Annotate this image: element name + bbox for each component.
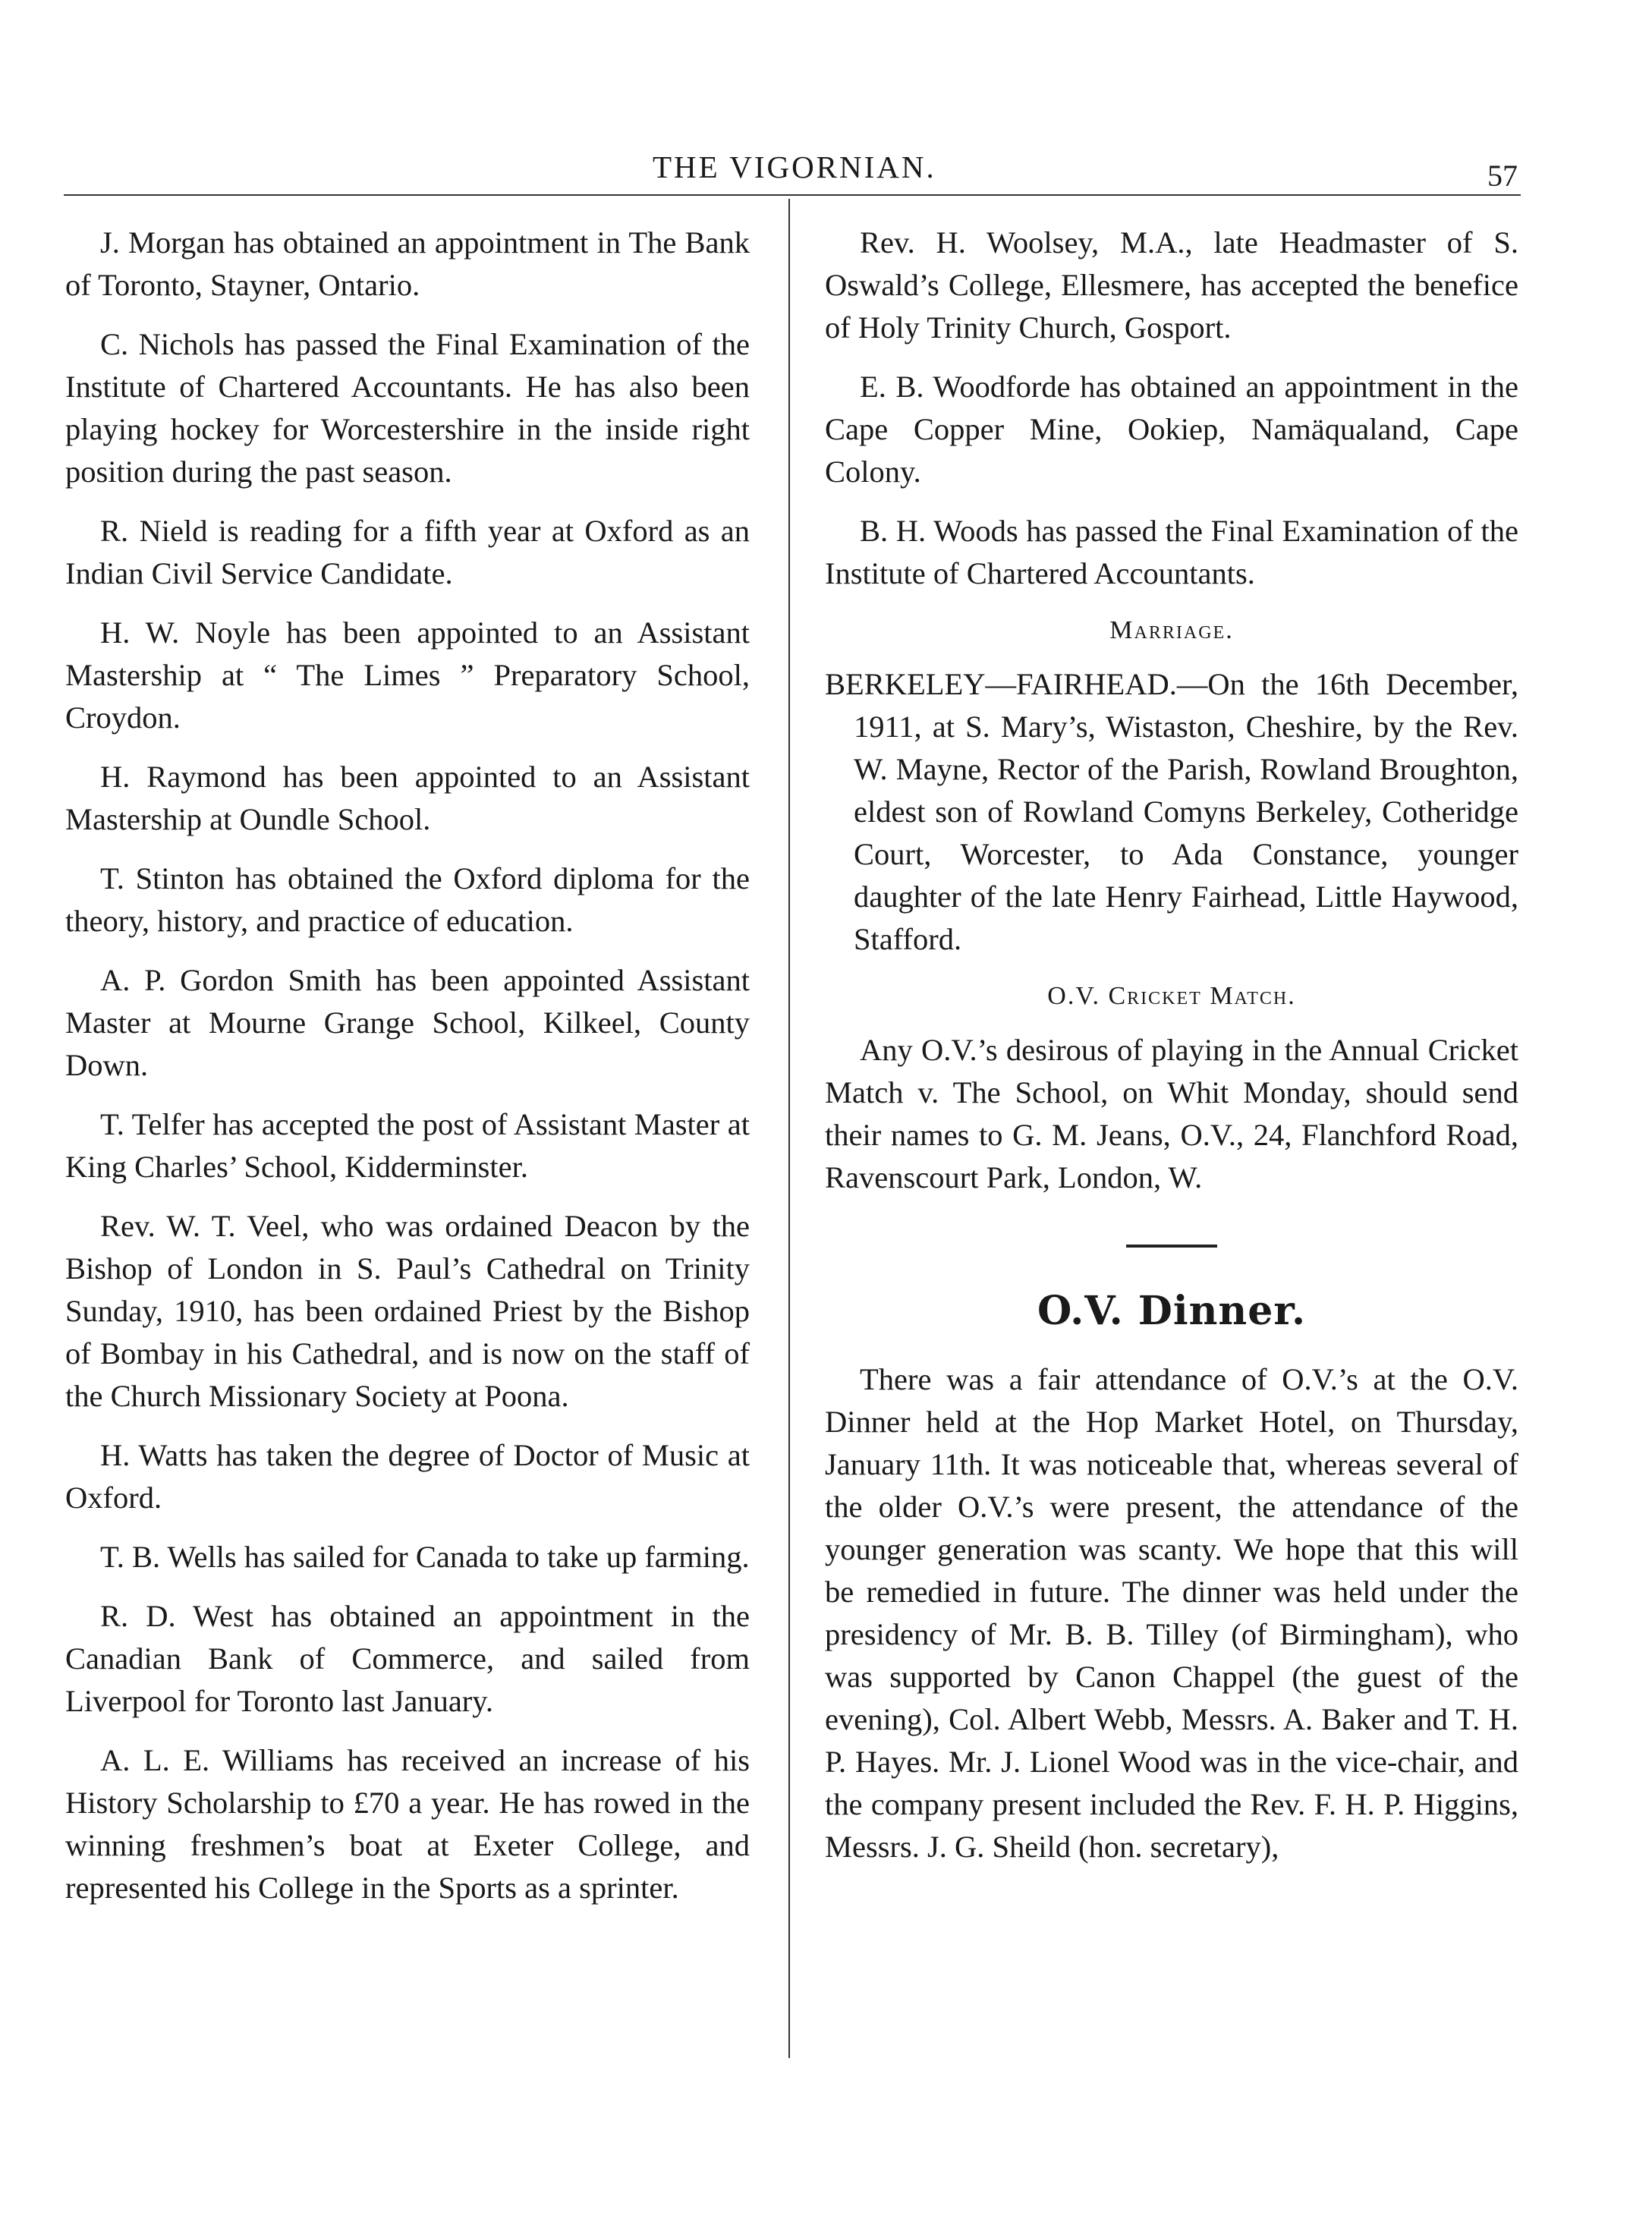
cricket-notice: Any O.V.’s desirous of playing in the Annual Cricket Match v. The School, on Whit Monday, should send their names to G. M. Jeans, O.V., 24, Flanchford Road, Ravenscourt Park, London, W. [825, 1033, 1518, 1194]
section-rule [1126, 1245, 1217, 1248]
dinner-heading: O.V. Dinner. [1037, 1288, 1307, 1334]
left-column [65, 222, 750, 1926]
cricket-heading: O.V. Cricket Match. [1047, 982, 1296, 1010]
news-item-woolsey: Rev. H. Woolsey, M.A., late Headmaster of S. Oswald’s College, Ellesmere, has accepted the benefice of Holy Trinity Church, Gosport. [825, 225, 1518, 345]
right-column [825, 222, 1518, 1885]
column-divider [788, 199, 790, 2058]
running-title: THE VIGORNIAN. [653, 149, 936, 184]
news-item-gordon-smith: A. P. Gordon Smith has been appointed Assistant Master at Mourne Grange School, Kilkeel, County Down. [65, 963, 750, 1082]
page-number: 57 [1487, 159, 1518, 193]
news-item-woodforde: E. B. Woodforde has obtained an appointment in the Cape Copper Mine, Ookiep, Namäqualand, Cape Colony. [825, 370, 1518, 489]
header-rule [64, 194, 1521, 196]
news-item-morgan: J. Morgan has obtained an appointment in The Bank of Toronto, Stayner, Ontario. [65, 225, 750, 302]
news-item-williams: A. L. E. Williams has received an increase of his History Scholarship to £70 a year. He has rowed in the winning freshmen’s boat at Exeter College, and represented his College in the Sports as a sprinter. [65, 1743, 750, 1905]
news-item-telfer: T. Telfer has accepted the post of Assistant Master at King Charles’ School, Kidderminster. [65, 1107, 750, 1184]
news-item-watts: H. Watts has taken the degree of Doctor of Music at Oxford. [65, 1438, 750, 1515]
news-item-raymond: H. Raymond has been appointed to an Assistant Mastership at Oundle School. [65, 760, 750, 836]
news-item-woods: B. H. Woods has passed the Final Examination of the Institute of Chartered Accountants. [825, 514, 1518, 590]
news-item-stinton: T. Stinton has obtained the Oxford diploma for the theory, history, and practice of education. [65, 861, 750, 938]
dinner-report: There was a fair attendance of O.V.’s at the O.V. Dinner held at the Hop Market Hotel, on Thursday, January 11th. It was noticeable that, whereas several of the older O.V.’s were present, the attendance of the younger generation was scanty. We hope that this will be remedied in future. The dinner was held under the presidency of Mr. B. B. Tilley (of Birmingham), who was supported by Canon Chappel (the guest of the evening), Col. Albert Webb, Messrs. A. Baker and T. H. P. Hayes. Mr. J. Lionel Wood was in the vice-chair, and the company present included the Rev. F. H. P. Higgins, Messrs. J. G. Sheild (hon. secretary), [825, 1362, 1518, 1864]
marriage-heading: Marriage. [1109, 616, 1234, 644]
news-item-nield: R. Nield is reading for a fifth year at Oxford as an Indian Civil Service Candidate. [65, 514, 750, 590]
news-item-nichols: C. Nichols has passed the Final Examination of the Institute of Chartered Accountants. He has also been playing hockey for Worcestershire in the inside right position during the past season. [65, 327, 750, 489]
page-header [0, 149, 1652, 194]
news-item-veel: Rev. W. T. Veel, who was ordained Deacon by the Bishop of London in S. Paul’s Cathedral on Trinity Sunday, 1910, has been ordained Priest by the Bishop of Bombay in his Cathedral, and is now on the staff of the Church Missionary Society at Poona. [65, 1209, 750, 1413]
news-item-wells: T. B. Wells has sailed for Canada to take up farming. [100, 1540, 750, 1574]
marriage-notice: BERKELEY—FAIRHEAD.—On the 16th December, 1911, at S. Mary’s, Wistaston, Cheshire, by the Rev. W. Mayne, Rector of the Parish, Rowland Broughton, eldest son of Rowland Comyns Berkeley, Cotheridge Court, Worcester, to Ada Constance, younger daughter of the late Henry Fairhead, Little Haywood, Stafford. [825, 667, 1518, 956]
news-item-west: R. D. West has obtained an appointment in the Canadian Bank of Commerce, and sailed from Liverpool for Toronto last January. [65, 1599, 750, 1718]
news-item-noyle: H. W. Noyle has been appointed to an Assistant Mastership at “ The Limes ” Preparatory School, Croydon. [65, 615, 750, 735]
